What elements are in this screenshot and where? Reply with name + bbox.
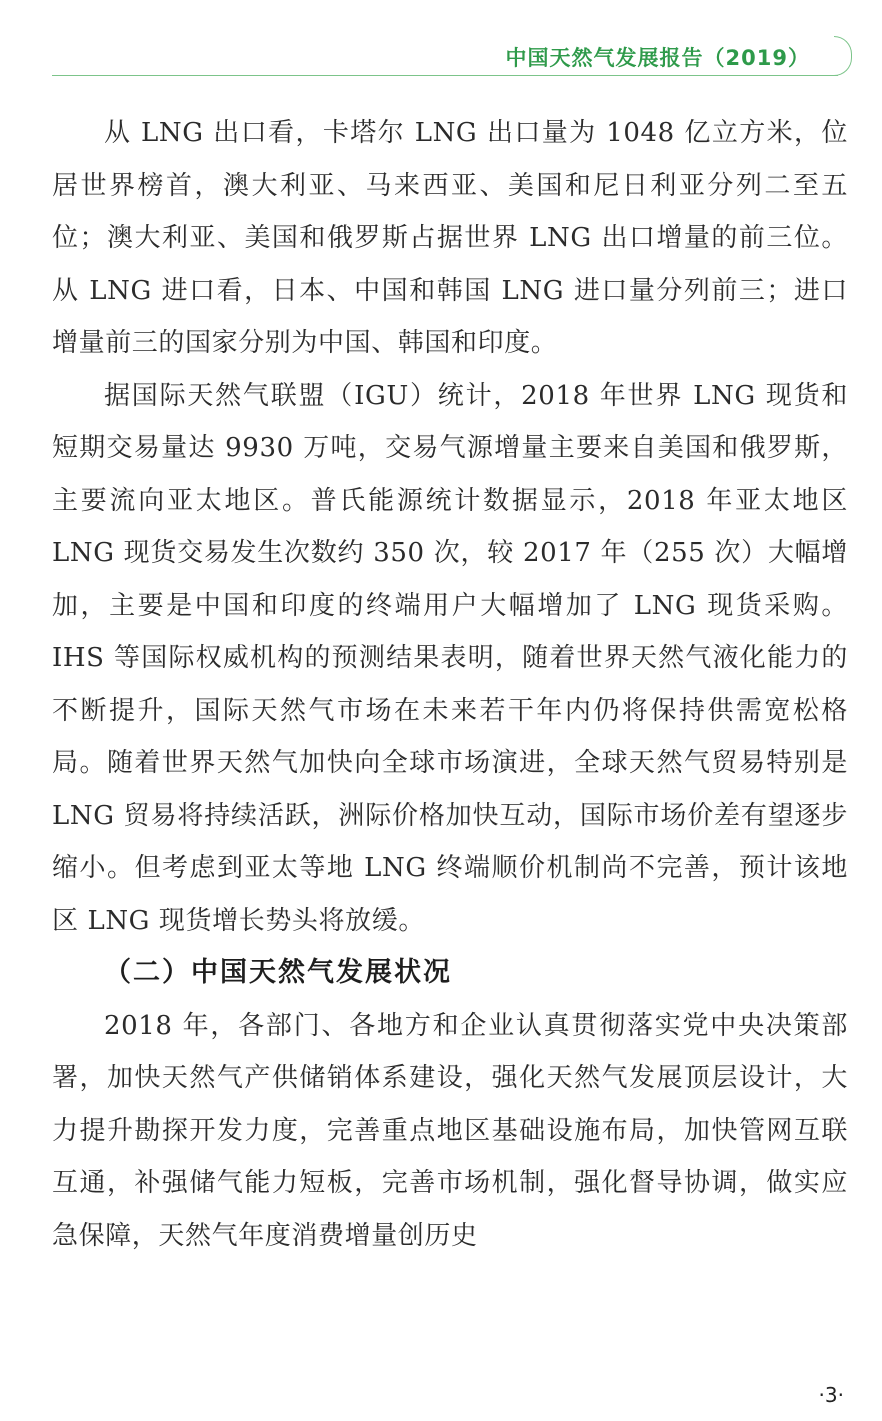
paragraph-igu-statistics: 据国际天然气联盟（IGU）统计，2018 年世界 LNG 现货和短期交易量达 9930 万吨，交易气源增量主要来自美国和俄罗斯，主要流向亚太地区。普氏能源统计数据显示，2018 年亚太地区 LNG 现货交易发生次数约 350 次，较 2017 年（255 次）大幅增加，主要是中国和印度的终端用户大幅增加了 LNG 现货采购。IHS 等国际权威机构的预测结果表明，随着世界天然气液化能力的不断提升，国际天然气市场在未来若干年内仍将保持供需宽松格局。随着世界天然气加快向全球市场演进，全球天然气贸易特别是 LNG 贸易将持续活跃，洲际价格加快互动，国际市场价差有望逐步缩小。但考虑到亚太等地 LNG 终端顺价机制尚不完善，预计该地区 LNG 现货增长势头将放缓。 [52, 380, 848, 936]
paragraph-lng-export: 从 LNG 出口看，卡塔尔 LNG 出口量为 1048 亿立方米，位居世界榜首，澳大利亚、马来西亚、美国和尼日利亚分列二至五位；澳大利亚、美国和俄罗斯占据世界 LNG 出口增量的前三位。从 LNG 进口看，日本、中国和韩国 LNG 进口量分列前三；进口增量前三的国家分别为中国、韩国和印度。 [52, 118, 848, 358]
page-number: ·3· [818, 1383, 844, 1407]
running-header [52, 36, 852, 76]
body-text [52, 107, 848, 1262]
header-arc-decoration [834, 36, 852, 76]
running-header-title: 中国天然气发展报告（2019） [505, 46, 810, 70]
section-heading: （二）中国天然气发展状况 [104, 957, 452, 988]
header-rule [52, 75, 838, 76]
paragraph-china-development: 2018 年，各部门、各地方和企业认真贯彻落实党中央决策部署，加快天然气产供储销体系建设，强化天然气发展顶层设计，大力提升勘探开发力度，完善重点地区基础设施布局，加快管网互联互通，补强储气能力短板，完善市场机制，强化督导协调，做实应急保障，天然气年度消费增量创历史 [52, 1010, 848, 1251]
